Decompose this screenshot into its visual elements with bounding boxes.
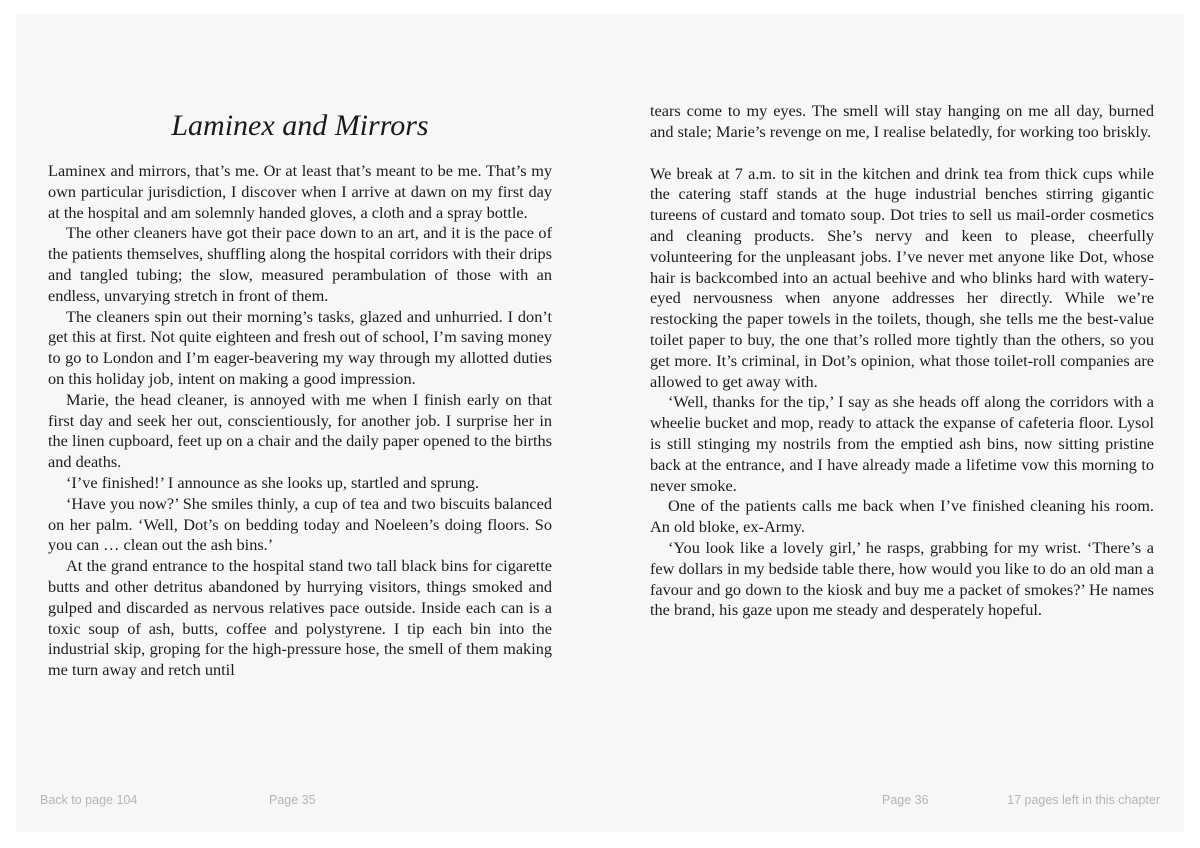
right-page (650, 101, 1154, 621)
paragraph: Marie, the head cleaner, is annoyed with me when I finish early on that first day and seek her out, conscientiously, for another job. I surprise her in the linen cupboard, feet up on a chair and the daily paper opened to the births and deaths. (48, 389, 552, 472)
paragraph: ‘Have you now?’ She smiles thinly, a cup of tea and two biscuits balanced on her palm. ‘Well, Dot’s on bedding today and Noeleen’s doing floors. So you can … clean out the ash bins.’ (48, 493, 552, 555)
paragraph: ‘You look like a lovely girl,’ he rasps, grabbing for my wrist. ‘There’s a few dollars in my bedside table there, how would you like to do an old man a favour and go down to the kiosk and buy me a packet of smokes?’ He names the brand, his gaze upon me steady and desperately hopeful. (650, 537, 1154, 620)
back-to-page-link[interactable]: Back to page 104 (40, 793, 138, 807)
paragraph: tears come to my eyes. The smell will stay hanging on me all day, burned and stale; Marie’s revenge on me, I realise belatedly, for working too briskly. (650, 101, 1154, 141)
paragraph: We break at 7 a.m. to sit in the kitchen and drink tea from thick cups while the catering staff stands at the huge industrial benches stirring gigantic tureens of custard and tomato soup. Dot tries to sell us mail-order cosmetics and cleaning products. She’s nervy and keen to please, cheerfully volunteering for the unpleasant jobs. I’ve never met anyone like Dot, whose hair is backcombed into an actual beehive and who blinks hard with watery-eyed nervousness when anyone addresses her directly. While we’re restocking the paper towels in the toilets, though, she tells me the best-value toilet paper to buy, the one that’s rolled more tightly than the others, so you get more. It’s criminal, in Dot’s opinion, what those toilet-roll companies are allowed to get away with. (650, 163, 1154, 391)
book-reader (16, 14, 1184, 832)
paragraph: ‘I’ve finished!’ I announce as she looks up, startled and sprung. (66, 472, 479, 492)
right-page-number: Page 36 (882, 793, 929, 807)
paragraph: The other cleaners have got their pace down to an art, and it is the pace of the patients themselves, shuffling along the hospital corridors with their drips and tangled tubing; the slow, measured perambulation of those with an endless, unvarying stretch in front of them. (48, 223, 552, 305)
paragraph: ‘Well, thanks for the tip,’ I say as she heads off along the corridors with a wheelie bucket and mop, ready to attack the expanse of cafeteria floor. Lysol is still stinging my nostrils from the emptied ash bins, now sitting pristine back at the entrance, and I have already made a lifetime vow this morning to never smoke. (650, 392, 1154, 495)
paragraph: One of the patients calls me back when I’ve finished cleaning his room. An old bloke, ex-Army. (650, 496, 1154, 537)
left-page-number: Page 35 (269, 793, 316, 807)
left-page (48, 102, 552, 681)
paragraph: Laminex and mirrors, that’s me. Or at least that’s meant to be me. That’s my own particular jurisdiction, I discover when I arrive at dawn on my first day at the hospital and am solemnly handed gloves, a cloth and a spray bottle. (48, 161, 552, 222)
paragraph: At the grand entrance to the hospital stand two tall black bins for cigarette butts and other detritus abandoned by hurrying visitors, things smoked and gulped and discarded as nervous relatives pace outside. Inside each can is a toxic soup of ash, butts, coffee and polystyrene. I tip each bin into the industrial skip, groping for the high-pressure hose, the smell of them making me turn away and retch until (48, 556, 552, 680)
paragraph: The cleaners spin out their morning’s tasks, glazed and unhurried. I don’t get this at first. Not quite eighteen and fresh out of school, I’m saving money to go to London and I’m eager-beavering my way through my allotted duties on this holiday job, intent on making a good impression. (48, 306, 552, 388)
chapter-title: Laminex and Mirrors (171, 109, 429, 142)
pages-left-indicator: 17 pages left in this chapter (1007, 793, 1160, 807)
